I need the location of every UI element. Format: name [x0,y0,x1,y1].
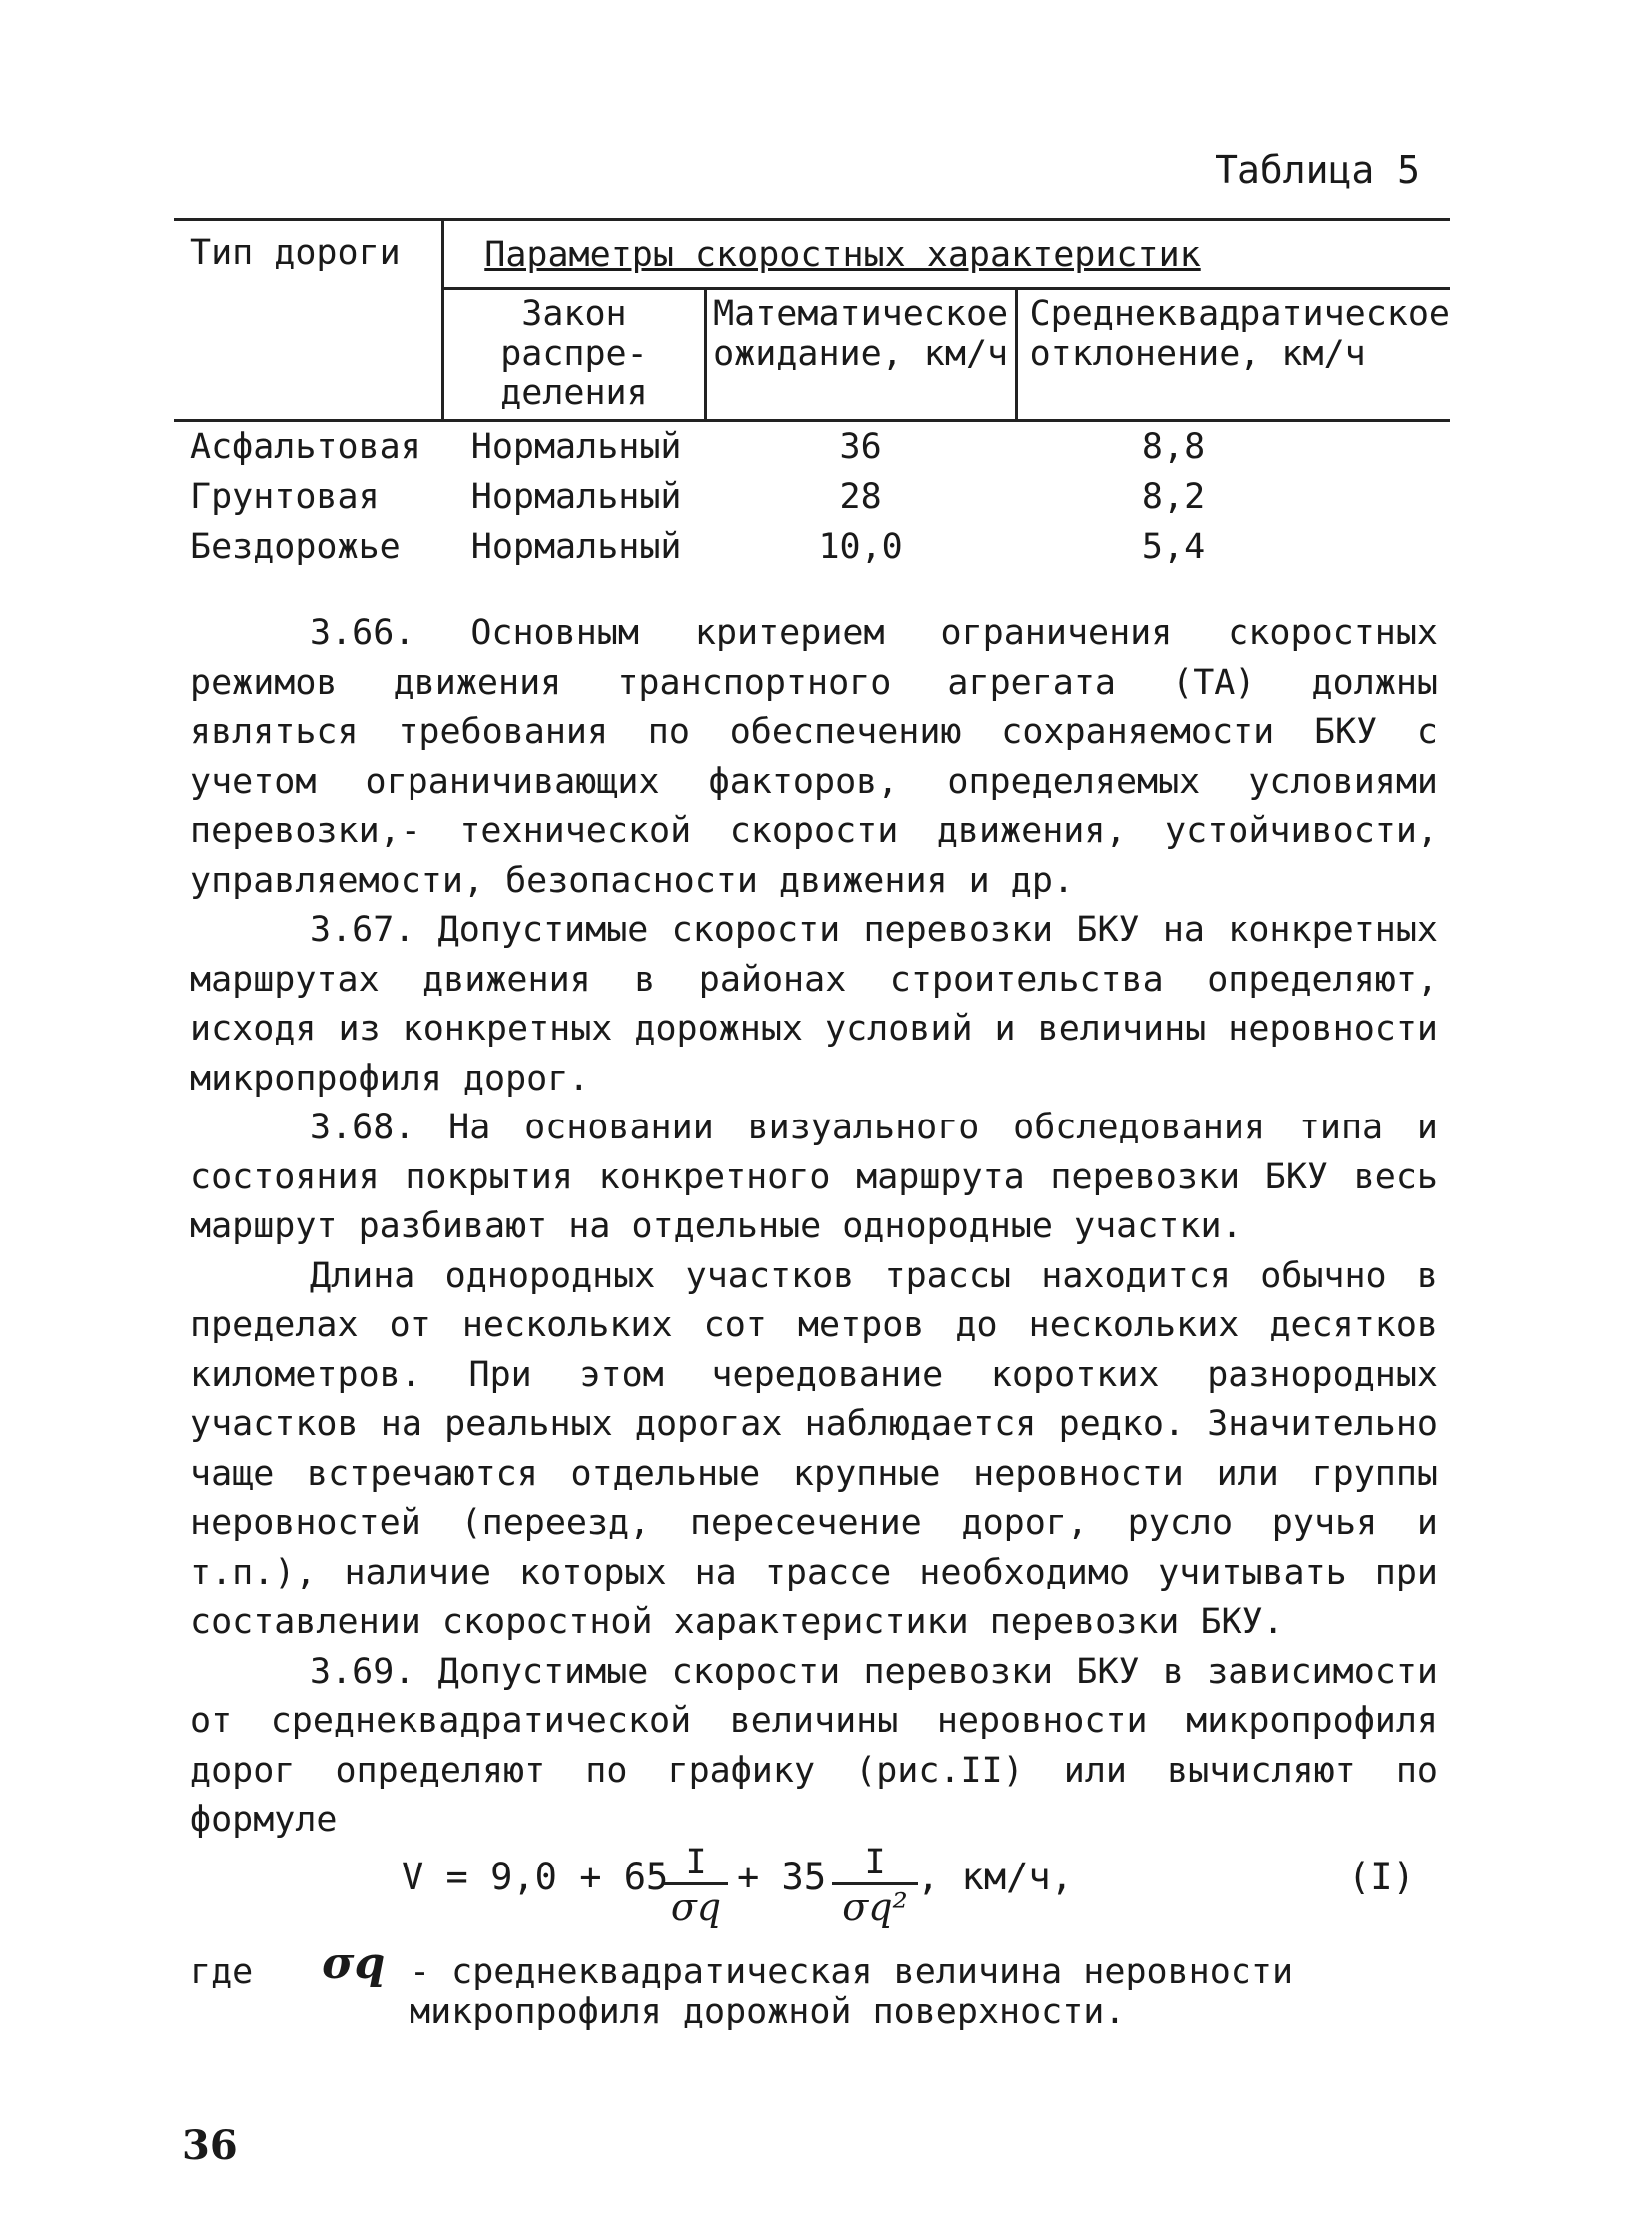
cell-road: Грунтовая [190,477,380,517]
page-number: 36 [182,2122,238,2169]
cell-mean: 36 [839,427,882,467]
table-caption: Таблица 5 [1215,148,1420,192]
paragraph-3-68-continued: Длина однородных участков трассы находится обычно в пределах от нескольких сот метров до нескольких десятков километров. При этом чередование коротких разнородных участков на реальных дорогах наблюдается редко. Значительно чаще встречаются отдельные крупные неровности или группы неровностей (переезд, пересечение дорог, русло ручья и т.п.), наличие которых на трассе необходимо учитывать при составлении скоростной характеристики перевозки БКУ. [190,1255,1438,1642]
cell-law: Нормальный [470,527,682,567]
header-standard-deviation: Среднеквадратическое отклонение, км/ч [1016,289,1450,421]
header-distribution-law: Закон распре- деления [443,289,705,421]
fraction-2-numerator: I [832,1843,918,1885]
cell-law: Нормальный [470,427,682,467]
symbol-description: - среднеквадратическая величина неровности микропрофиля дорожной поверхности. [410,1952,1294,2032]
formula-fraction-1 [664,1843,728,1929]
paragraph-3-67: 3.67. Допустимые скорости перевозки БКУ на конкретных маршрутах движения в районах строительства определяют, исходя из конкретных дорожных условий и величины неровности микропрофиля дорог. [190,910,1438,1099]
formula-plus-term: + 35 [737,1856,827,1898]
speed-parameters-table [174,218,1450,572]
cell-sd: 5,4 [1141,527,1206,567]
sigma-q-symbol: σq [322,1938,386,1989]
fraction-1-denominator: σq [670,1885,722,1929]
cell-mean: 28 [839,477,882,517]
paragraph-3-69: 3.69. Допустимые скорости перевозки БКУ в зависимости от среднеквадратической величины неровности микропрофиля дорог определяют по графику (рис.II) или вычисляют по формуле [190,1651,1438,1840]
table-header-row [174,220,1450,289]
table-row [174,522,1450,572]
header-expected-value: Математическое ожидание, км/ч [705,289,1016,421]
cell-sd: 8,2 [1141,477,1206,517]
cell-road: Бездорожье [190,527,401,567]
cell-sd: 8,8 [1141,427,1206,467]
cell-mean: 10,0 [818,527,903,567]
table-row [174,472,1450,522]
table-row [174,421,1450,473]
where-label: где [190,1952,254,1992]
cell-road: Асфальтовая [190,427,421,467]
fraction-1-numerator: I [664,1843,728,1885]
equation-number: (I) [1348,1856,1415,1898]
paragraph-3-68: 3.68. На основании визуального обследования типа и состояния покрытия конкретного маршрута перевозки БКУ весь маршрут разбивают на отдельные однородные участки. [190,1108,1438,1246]
cell-law: Нормальный [470,477,682,517]
body-text [190,609,1438,1846]
header-road-type: Тип дороги [174,220,443,421]
paragraph-3-66: 3.66. Основным критерием ограничения скоростных режимов движения транспортного агрегата (ТА) должны являться требования по обеспечению сохраняемости БКУ с учетом ограничивающих факторов, определяемых условиями перевозки,- технической скорости движения, устойчивости, управляемости, безопасности движения и др. [190,613,1438,901]
formula-unit: , км/ч, [917,1856,1073,1898]
header-parameters-group: Параметры скоростных характеристик [443,220,1450,289]
fraction-2-denominator: σq² [842,1885,908,1929]
formula-fraction-2 [832,1843,918,1929]
formula-lhs: V = 9,0 + 65 [402,1856,669,1898]
